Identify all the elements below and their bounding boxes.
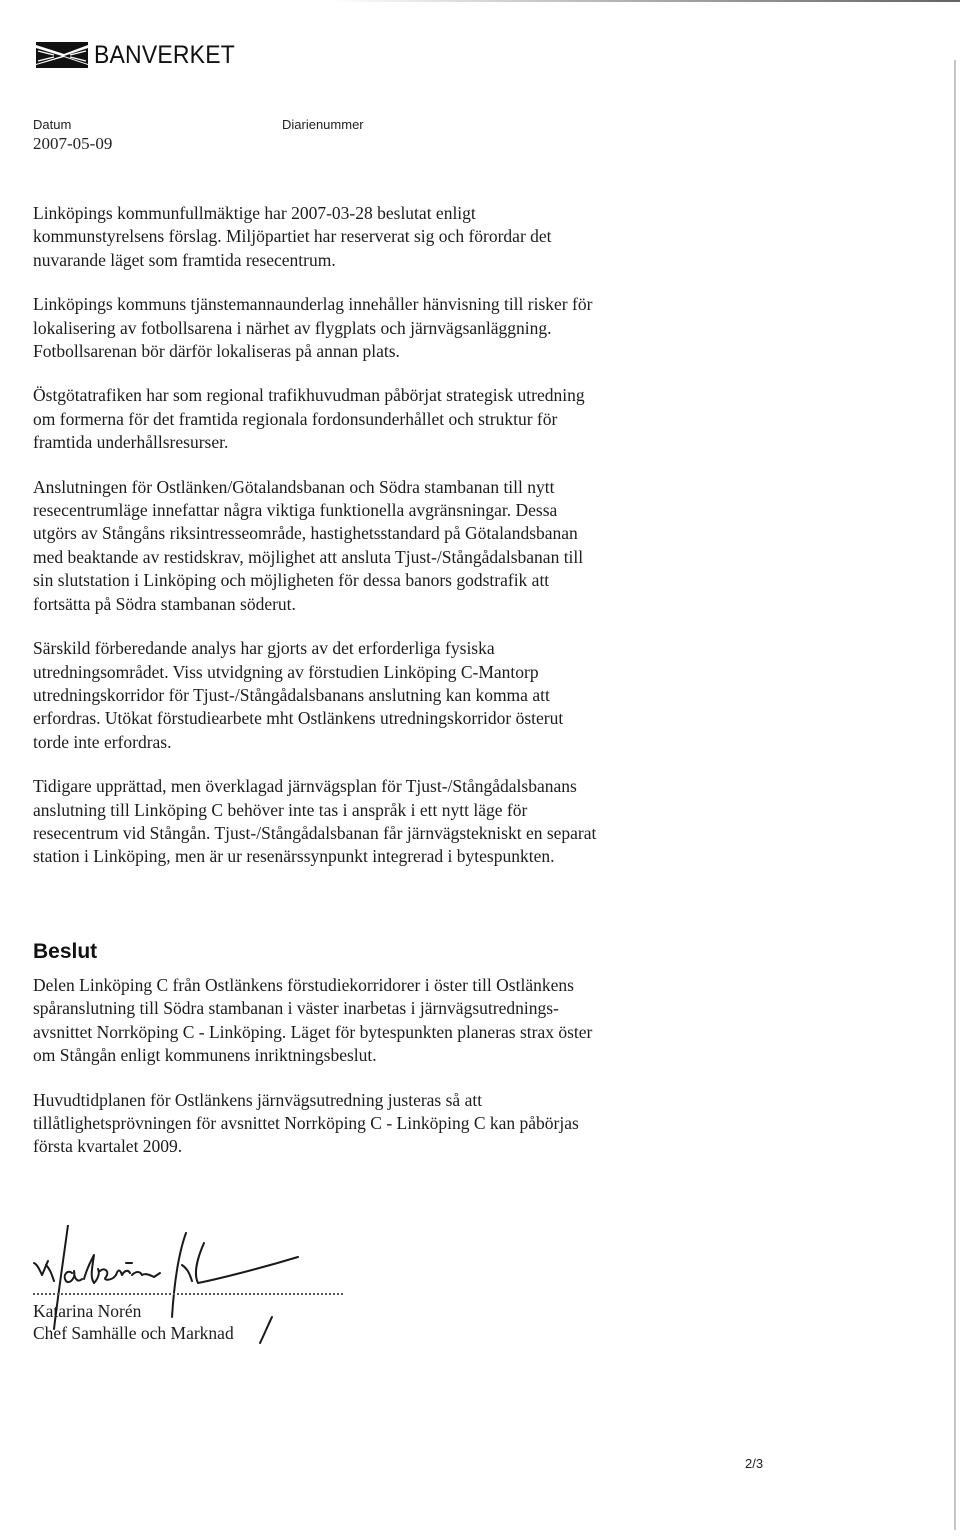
text-line: Fotbollsarenan bör därför lokaliseras på annan plats.	[33, 341, 400, 362]
paragraph	[33, 293, 693, 363]
logo-text: BANVERKET	[94, 40, 235, 69]
text-line: framtida underhållsresurser.	[33, 432, 229, 453]
text-line: anslutning till Linköping C behöver inte tas i anspråk i ett nytt läge för	[33, 799, 528, 820]
text-line: avsnittet Norrköping C - Linköping. Läget för bytespunkten planeras strax öster	[33, 1021, 593, 1042]
signatory-name: Katarina Norén	[33, 1301, 142, 1321]
banverket-logo	[34, 38, 247, 72]
date-block	[33, 117, 112, 154]
text-line: spåranslutning till Södra stambanan i väster inarbetas i järnvägsutrednings-	[33, 998, 559, 1019]
text-line: Anslutningen för Ostlänken/Götalandsbanan och Södra stambanan till nytt	[33, 476, 555, 497]
body-text	[33, 202, 693, 890]
banverket-logo-icon	[34, 40, 90, 70]
diarie-block	[282, 117, 364, 132]
text-line: resecentrumläge innefattar några viktiga funktionella avgränsningar. Dessa	[33, 500, 558, 521]
text-line: fortsätta på Södra stambanan söderut.	[33, 593, 296, 614]
decision-heading: Beslut	[33, 940, 98, 963]
paragraph	[33, 476, 693, 616]
paragraph	[33, 202, 693, 272]
text-line: Särskild förberedande analys har gjorts av det erforderliga fysiska	[33, 638, 495, 659]
text-line: lokalisering av fotbollsarena i närhet av flygplats och järnvägsanläggning.	[33, 317, 552, 338]
text-line: tillåtlighetsprövningen för avsnittet Norrköping C - Linköping C kan påbörjas	[33, 1113, 579, 1134]
text-line: Delen Linköping C från Ostlänkens förstudiekorridorer i öster till Ostlänkens	[33, 975, 574, 995]
text-line: sin slutstation i Linköping och möjligheten för dessa banors godstrafik att	[33, 570, 550, 591]
text-line: utredningskorridor för Tjust-/Stångådalsbanans anslutning kan komma att	[33, 684, 550, 705]
signatory-title: Chef Samhälle och Marknad	[33, 1323, 234, 1343]
text-line: nuvarande läget som framtida resecentrum.	[33, 249, 336, 270]
text-line: Tidigare upprättad, men överklagad järnvägsplan för Tjust-/Stångådalsbanans	[33, 776, 577, 797]
text-line: resecentrum vid Stångån. Tjust-/Stångådalsbanan får järnvägstekniskt en separat	[33, 822, 597, 843]
paragraph	[33, 775, 693, 869]
paragraph	[33, 637, 693, 754]
scan-artifact-right	[954, 60, 956, 1530]
text-line: om Stångån enligt kommunens inriktningsbeslut.	[33, 1045, 377, 1066]
scan-artifact-top	[330, 0, 960, 2]
text-line: utredningsområdet. Viss utvidgning av förstudien Linköping C-Mantorp	[33, 661, 539, 682]
text-line: kommunstyrelsens förslag. Miljöpartiet har reserverat sig och förordar det	[33, 226, 552, 247]
page-number: 2/3	[745, 1456, 764, 1471]
date-value: 2007-05-09	[33, 134, 113, 153]
text-line: om formerna för det framtida regionala fordonsunderhållet och struktur för	[33, 408, 558, 429]
paragraph	[33, 384, 693, 454]
text-line: erfordras. Utökat förstudiearbete mht Ostlänkens utredningskorridor österut	[33, 708, 564, 729]
paragraph	[33, 974, 693, 1068]
text-line: Huvudtidplanen för Ostlänkens järnvägsutredning justeras så att	[33, 1089, 483, 1110]
text-line: med beaktande av restidskrav, möjlighet att ansluta Tjust-/Stångådalsbanan till	[33, 546, 584, 567]
text-line: torde inte erfordras.	[33, 731, 172, 752]
decision-text	[33, 974, 693, 1180]
text-line: Linköpings kommunfullmäktige har 2007-03-28 beslutat enligt	[33, 203, 476, 223]
text-line: station i Linköping, men är ur resenärssynpunkt integrerad i bytespunkten.	[33, 846, 555, 867]
date-label: Datum	[33, 117, 72, 132]
text-line: Östgötatrafiken har som regional trafikhuvudman påbörjat strategisk utredning	[33, 385, 585, 406]
signature-line	[33, 1293, 343, 1295]
text-line: Linköpings kommuns tjänstemannaunderlag innehåller hänvisning till risker för	[33, 294, 593, 315]
paragraph	[33, 1089, 693, 1159]
text-line: utgörs av Stångåns riksintresseområde, hastighetsstandard på Götalandsbanan	[33, 523, 578, 544]
text-line: första kvartalet 2009.	[33, 1136, 183, 1157]
diarie-label: Diarienummer	[282, 117, 364, 132]
